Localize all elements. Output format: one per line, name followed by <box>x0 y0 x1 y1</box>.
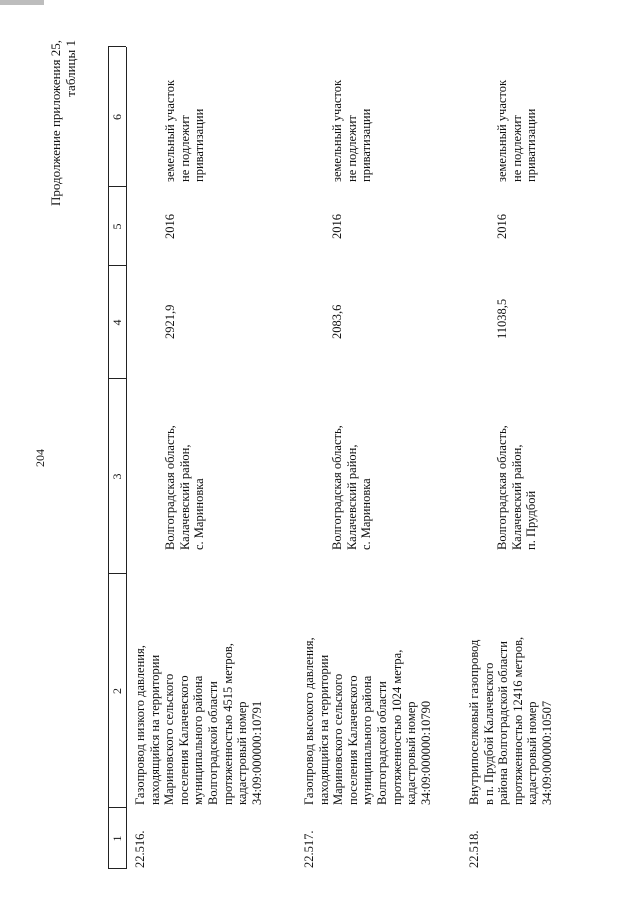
object-name-cell <box>302 637 433 805</box>
area-value: 11038,5 <box>495 298 509 339</box>
column-header-4: 4 <box>110 319 124 326</box>
object-name-line: в п. Прудбой Калачевского <box>481 662 496 805</box>
object-name-line: 34:09:000000:10790 <box>418 700 433 805</box>
object-name-line: 34:09:000000:10507 <box>539 700 554 805</box>
object-name-line: протяженностью 1024 метра, <box>389 649 404 805</box>
note-line: не подлежит <box>344 115 359 182</box>
object-name-line: Волгоградской области <box>205 681 220 805</box>
note-line: земельный участок <box>495 79 509 182</box>
object-name-line: находящийся на территории <box>316 654 331 805</box>
column-header-3: 3 <box>110 473 124 480</box>
caption-line-2: таблицы 1 <box>63 40 78 97</box>
note-line: земельный участок <box>163 79 177 182</box>
note-line: не подлежит <box>177 115 192 182</box>
column-header-1: 1 <box>110 835 124 842</box>
area-value: 2921,9 <box>163 304 177 339</box>
address-cell <box>330 425 374 550</box>
note-cell <box>330 80 374 182</box>
address-line: Волгоградская область, <box>495 425 509 550</box>
column-header-2: 2 <box>110 688 124 694</box>
object-name-line: муниципального района <box>191 675 206 805</box>
object-name-line: кадастровый номер <box>525 701 540 805</box>
object-name-line: Газопровод высокого давления, <box>302 637 316 805</box>
year-value: 2016 <box>495 214 509 239</box>
object-name-line: поселения Калачевского <box>345 675 360 805</box>
object-name-line: Газопровод низкого давления, <box>133 645 147 805</box>
address-line: Калачевский район, <box>344 444 359 550</box>
address-line: Калачевский район, <box>177 444 192 550</box>
note-cell <box>495 80 539 182</box>
row-number: 22.518. <box>467 830 481 868</box>
row-number: 22.516. <box>133 830 147 868</box>
object-name-line: муниципального района <box>360 675 375 805</box>
note-cell <box>163 80 207 182</box>
address-cell <box>163 425 207 550</box>
object-name-line: протяженностью 4515 метров, <box>220 643 235 805</box>
object-name-cell <box>467 637 555 805</box>
object-name-line: Мариновского сельского <box>162 673 177 805</box>
object-name-line: поселения Калачевского <box>176 675 191 805</box>
address-line: Калачевский район, <box>509 444 524 550</box>
object-name-line: Внутрипоселковый газопровод <box>467 639 481 805</box>
table-caption <box>48 40 78 305</box>
row-number: 22.517. <box>302 830 316 868</box>
note-line: приватизации <box>192 108 207 182</box>
object-name-line: протяженностью 12416 метров, <box>510 636 525 805</box>
object-name-line: 34:09:000000:10791 <box>249 700 264 805</box>
note-line: приватизации <box>524 108 539 182</box>
year-value: 2016 <box>163 214 177 239</box>
note-line: земельный участок <box>330 79 344 182</box>
address-cell <box>495 425 539 550</box>
object-name-line: кадастровый номер <box>235 701 250 805</box>
address-line: с. Мариновка <box>192 478 207 550</box>
object-name-line: района Волгоградской области <box>496 641 511 805</box>
object-name-line: Мариновского сельского <box>331 673 346 805</box>
note-line: приватизации <box>359 108 374 182</box>
column-header-6: 6 <box>110 114 124 120</box>
page-number: 204 <box>33 449 47 467</box>
object-name-line: находящийся на территории <box>147 654 162 805</box>
caption-line-1: Продолжение приложения 25, <box>48 40 63 207</box>
year-value: 2016 <box>330 214 344 239</box>
object-name-line: кадастровый номер <box>404 701 419 805</box>
address-line: с. Мариновка <box>359 478 374 550</box>
table-header-divider <box>126 47 127 869</box>
address-line: п. Прудбой <box>524 490 539 550</box>
address-line: Волгоградская область, <box>163 425 177 550</box>
area-value: 2083,6 <box>330 304 344 339</box>
column-header-5: 5 <box>110 223 124 230</box>
object-name-line: Волгоградской области <box>374 681 389 805</box>
note-line: не подлежит <box>509 115 524 182</box>
address-line: Волгоградская область, <box>330 425 344 550</box>
object-name-cell <box>133 643 264 805</box>
